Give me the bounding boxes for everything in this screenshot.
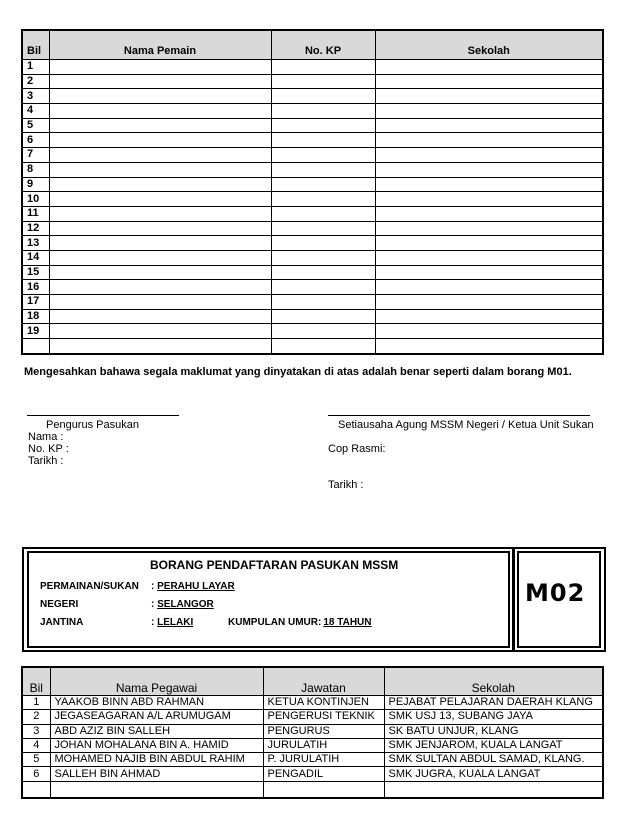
player-row: [22, 265, 603, 280]
player-row-number: 6: [22, 133, 49, 148]
staff-header-row: [22, 667, 603, 696]
staff-row: [22, 696, 603, 710]
staff-school-cell: SK BATU UNJUR, KLANG: [384, 724, 603, 738]
staff-jawatan-cell: PENGERUSI TEKNIK: [263, 710, 384, 724]
player-school-cell[interactable]: [375, 118, 603, 133]
player-school-cell[interactable]: [375, 265, 603, 280]
player-school-cell[interactable]: [375, 309, 603, 324]
player-row-number: 8: [22, 162, 49, 177]
player-kp-cell[interactable]: [271, 60, 375, 75]
player-row-number: 17: [22, 295, 49, 310]
staff-row: [22, 753, 603, 767]
nama-label: Nama :: [28, 431, 64, 443]
umur-field: [228, 617, 371, 628]
player-row: [22, 133, 603, 148]
staff-school-cell: SMK SULTAN ABDUL SAMAD, KLANG.: [384, 753, 603, 767]
staff-bil-cell: 2: [22, 710, 50, 724]
no-kp-label: No. KP :: [28, 443, 69, 455]
staff-school-cell: SMK USJ 13, SUBANG JAYA: [384, 710, 603, 724]
player-school-cell[interactable]: [375, 206, 603, 221]
player-kp-cell[interactable]: [271, 206, 375, 221]
player-row-number: 10: [22, 192, 49, 207]
player-row-number: 19: [22, 324, 49, 339]
player-kp-cell[interactable]: [271, 324, 375, 339]
player-name-cell[interactable]: [49, 236, 271, 251]
staff-bil-cell: 5: [22, 753, 50, 767]
player-row: [22, 162, 603, 177]
player-school-cell[interactable]: [375, 250, 603, 265]
player-school-cell[interactable]: [375, 74, 603, 89]
player-school-cell[interactable]: [375, 324, 603, 339]
player-row: [22, 206, 603, 221]
staff-bil-cell: 6: [22, 767, 50, 781]
staff-bil-cell[interactable]: [22, 781, 50, 798]
player-name-cell[interactable]: [49, 221, 271, 236]
form-title: BORANG PENDAFTARAN PASUKAN MSSM: [150, 558, 399, 572]
staff-row: [22, 710, 603, 724]
staff-body: [22, 696, 603, 798]
player-kp-cell[interactable]: [271, 295, 375, 310]
player-school-cell[interactable]: [375, 339, 603, 354]
player-row: [22, 148, 603, 163]
player-row-number: 12: [22, 221, 49, 236]
staff-name-cell[interactable]: [50, 781, 263, 798]
player-row-number: 7: [22, 148, 49, 163]
player-name-cell[interactable]: [49, 280, 271, 295]
umur-label: KUMPULAN UMUR:: [228, 617, 322, 628]
staff-header-bil: Bil: [22, 667, 50, 696]
player-row-number: 1: [22, 60, 49, 75]
player-name-cell[interactable]: [49, 192, 271, 207]
player-school-cell[interactable]: [375, 133, 603, 148]
player-row-number: 3: [22, 89, 49, 104]
player-school-cell[interactable]: [375, 89, 603, 104]
player-kp-cell[interactable]: [271, 280, 375, 295]
player-row: [22, 295, 603, 310]
player-name-cell[interactable]: [49, 339, 271, 354]
tarikh-label-left: Tarikh :: [28, 455, 64, 467]
player-kp-cell[interactable]: [271, 309, 375, 324]
player-school-cell[interactable]: [375, 148, 603, 163]
staff-bil-cell: 1: [22, 696, 50, 710]
staff-jawatan-cell[interactable]: [263, 781, 384, 798]
player-school-cell[interactable]: [375, 221, 603, 236]
player-kp-cell[interactable]: [271, 118, 375, 133]
staff-name-cell: MOHAMED NAJIB BIN ABDUL RAHIM: [50, 753, 263, 767]
player-kp-cell[interactable]: [271, 339, 375, 354]
player-row: [22, 104, 603, 119]
permainan-value: PERAHU LAYAR: [157, 581, 235, 592]
header-nama-pemain: Nama Pemain: [49, 30, 271, 60]
player-row-number: 13: [22, 236, 49, 251]
header-no-kp: No. KP: [271, 30, 375, 60]
player-school-cell[interactable]: [375, 192, 603, 207]
negeri-colon: :: [151, 599, 158, 610]
player-kp-cell[interactable]: [271, 221, 375, 236]
staff-school-cell[interactable]: [384, 781, 603, 798]
player-kp-cell[interactable]: [271, 265, 375, 280]
player-row-number: 5: [22, 118, 49, 133]
staff-header-sekolah: Sekolah: [384, 667, 603, 696]
player-row: [22, 339, 603, 354]
player-name-cell[interactable]: [49, 324, 271, 339]
umur-value: 18 TAHUN: [323, 617, 372, 628]
player-school-cell[interactable]: [375, 177, 603, 192]
player-name-cell[interactable]: [49, 309, 271, 324]
player-row: [22, 236, 603, 251]
player-row-number: 16: [22, 280, 49, 295]
jantina-value: LELAKI: [157, 617, 194, 628]
player-row: [22, 177, 603, 192]
negeri-field: [151, 599, 214, 610]
player-name-cell[interactable]: [49, 162, 271, 177]
staff-bil-cell: 3: [22, 724, 50, 738]
player-school-cell[interactable]: [375, 236, 603, 251]
staff-jawatan-cell: PENGADIL: [263, 767, 384, 781]
player-kp-cell[interactable]: [271, 177, 375, 192]
staff-school-cell: SMK JENJAROM, KUALA LANGAT: [384, 738, 603, 752]
player-row-number: 11: [22, 206, 49, 221]
staff-header-nama: Nama Pegawai: [50, 667, 263, 696]
player-kp-cell[interactable]: [271, 74, 375, 89]
player-school-cell[interactable]: [375, 162, 603, 177]
player-school-cell[interactable]: [375, 295, 603, 310]
jantina-label: JANTINA: [40, 617, 84, 628]
player-name-cell[interactable]: [49, 133, 271, 148]
tarikh-label-right: Tarikh :: [328, 479, 364, 491]
player-kp-cell[interactable]: [271, 192, 375, 207]
staff-row: [22, 724, 603, 738]
player-kp-cell[interactable]: [271, 104, 375, 119]
player-row-number: 2: [22, 74, 49, 89]
jantina-colon: :: [151, 617, 158, 628]
player-kp-cell[interactable]: [271, 162, 375, 177]
confirmation-text: Mengesahkan bahawa segala maklumat yang dinyatakan di atas adalah benar seperti dalam borang M01.: [24, 366, 572, 378]
player-row: [22, 221, 603, 236]
staff-header-jawatan: Jawatan: [263, 667, 384, 696]
players-header-row: [22, 30, 603, 60]
permainan-colon: :: [151, 581, 158, 592]
staff-jawatan-cell: JURULATIH: [263, 738, 384, 752]
player-row: [22, 60, 603, 75]
player-name-cell[interactable]: [49, 250, 271, 265]
player-row: [22, 309, 603, 324]
staff-jawatan-cell: P. JURULATIH: [263, 753, 384, 767]
player-row: [22, 324, 603, 339]
cop-rasmi-label: Cop Rasmi:: [328, 443, 386, 455]
player-row: [22, 280, 603, 295]
player-kp-cell[interactable]: [271, 89, 375, 104]
player-name-cell[interactable]: [49, 60, 271, 75]
players-body: [22, 60, 603, 354]
staff-row: [22, 738, 603, 752]
player-row-number: 15: [22, 265, 49, 280]
negeri-label: NEGERI: [40, 599, 79, 610]
player-name-cell[interactable]: [49, 295, 271, 310]
player-row-number: [22, 339, 49, 354]
signature-line-right: [328, 415, 590, 416]
player-name-cell[interactable]: [49, 265, 271, 280]
staff-row-empty: [22, 781, 603, 798]
header-sekolah: Sekolah: [375, 30, 603, 60]
player-kp-cell[interactable]: [271, 148, 375, 163]
staff-name-cell: YAAKOB BINN ABD RAHMAN: [50, 696, 263, 710]
player-school-cell[interactable]: [375, 280, 603, 295]
jantina-field: [151, 617, 193, 628]
staff-row: [22, 767, 603, 781]
player-name-cell[interactable]: [49, 148, 271, 163]
player-row-number: 4: [22, 104, 49, 119]
form-code: M02: [525, 579, 586, 607]
permainan-field: [151, 581, 235, 592]
setiausaha-title: Setiausaha Agung MSSM Negeri / Ketua Unit Sukan: [338, 419, 594, 431]
player-row-number: 18: [22, 309, 49, 324]
negeri-value: SELANGOR: [157, 599, 214, 610]
player-row-number: 9: [22, 177, 49, 192]
player-name-cell[interactable]: [49, 118, 271, 133]
player-name-cell[interactable]: [49, 89, 271, 104]
staff-jawatan-cell: KETUA KONTINJEN: [263, 696, 384, 710]
player-row: [22, 192, 603, 207]
staff-table: [21, 666, 604, 799]
player-school-cell[interactable]: [375, 60, 603, 75]
player-row: [22, 89, 603, 104]
staff-name-cell: JEGASEAGARAN A/L ARUMUGAM: [50, 710, 263, 724]
player-name-cell[interactable]: [49, 177, 271, 192]
player-row: [22, 250, 603, 265]
player-row: [22, 118, 603, 133]
staff-name-cell: ABD AZIZ BIN SALLEH: [50, 724, 263, 738]
staff-bil-cell: 4: [22, 738, 50, 752]
player-name-cell[interactable]: [49, 104, 271, 119]
player-school-cell[interactable]: [375, 104, 603, 119]
players-table: [21, 29, 604, 355]
header-bil: Bil: [22, 30, 49, 60]
signature-line-left: [27, 415, 179, 416]
permainan-label: PERMAINAN/SUKAN: [40, 581, 139, 592]
player-kp-cell[interactable]: [271, 133, 375, 148]
staff-school-cell: PEJABAT PELAJARAN DAERAH KLANG: [384, 696, 603, 710]
player-row-number: 14: [22, 250, 49, 265]
pengurus-title: Pengurus Pasukan: [46, 419, 139, 431]
player-kp-cell[interactable]: [271, 250, 375, 265]
staff-jawatan-cell: PENGURUS: [263, 724, 384, 738]
staff-name-cell: JOHAN MOHALANA BIN A. HAMID: [50, 738, 263, 752]
player-name-cell[interactable]: [49, 74, 271, 89]
staff-school-cell: SMK JUGRA, KUALA LANGAT: [384, 767, 603, 781]
player-row: [22, 74, 603, 89]
staff-name-cell: SALLEH BIN AHMAD: [50, 767, 263, 781]
player-kp-cell[interactable]: [271, 236, 375, 251]
player-name-cell[interactable]: [49, 206, 271, 221]
